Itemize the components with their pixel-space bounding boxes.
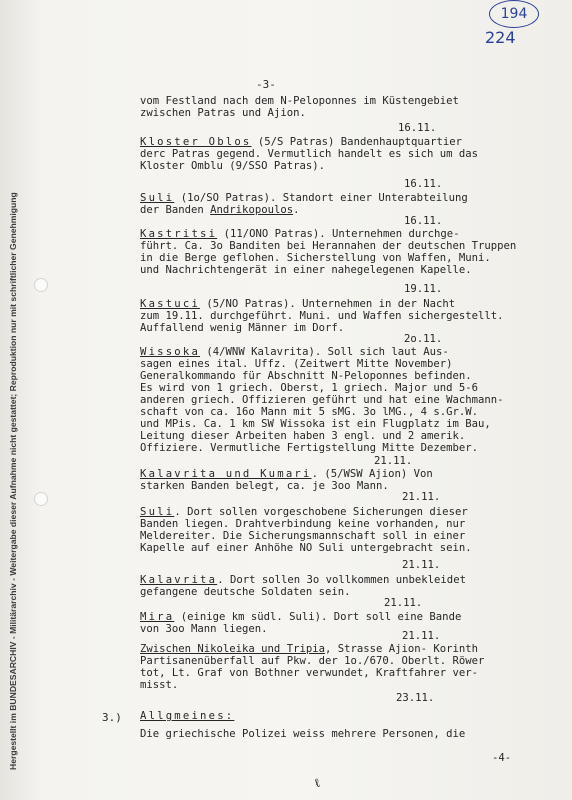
entry-line: Leitung dieser Arbeiten haben 3 engl. und 2 amerik. bbox=[140, 430, 466, 442]
entry-line: Meldereiter. Die Sicherungsmannschaft soll in einer bbox=[140, 530, 466, 542]
entry-date: 16.11. bbox=[404, 178, 443, 190]
entry-line: Kapelle auf einer Anhöhe NO Suli untergebracht sein. bbox=[140, 542, 472, 554]
intro-line: vom Festland nach dem N-Peloponnes im Küstengebiet bbox=[140, 95, 459, 107]
archive-side-stamp: Hergestellt im BUNDESARCHIV - Militärarchiv - Weitergabe dieser Aufnahme nicht gestattet; Reproduktion nur mit schriftlicher Genehmigung bbox=[8, 192, 18, 770]
entry-line: Kloster Omblu (9/SSO Patras). bbox=[140, 160, 325, 172]
entry-line: Generalkommando für Abschnitt N-Peloponnes befinden. bbox=[140, 370, 472, 382]
entry-line: Es wird von 1 griech. Oberst, 1 griech. Major und 5-6 bbox=[140, 382, 479, 394]
place-name: Kalavrita bbox=[140, 574, 218, 586]
entry-line: führt. Ca. 3o Banditen bei Herannahen der deutschen Truppen bbox=[140, 240, 517, 252]
section-line: Die griechische Polizei weiss mehrere Personen, die bbox=[140, 728, 466, 740]
page-header: -3- bbox=[256, 78, 276, 91]
entry-date: 23.11. bbox=[396, 692, 435, 704]
place-name: Kastuci bbox=[140, 298, 201, 310]
entry-text: , Strasse Ajion- Korinth bbox=[324, 643, 479, 655]
entry-date: 21.11. bbox=[402, 491, 441, 503]
entry-line: misst. bbox=[140, 679, 179, 691]
next-page-marker: -4- bbox=[492, 752, 512, 764]
entry-line: schaft von ca. 16o Mann mit 5 sMG. 3o lMG., 4 s.Gr.W. bbox=[140, 406, 479, 418]
entry-date: 21.11. bbox=[402, 559, 441, 571]
place-name: Kloster Oblos bbox=[140, 136, 252, 148]
section-title bbox=[140, 711, 234, 723]
entry-text: . Dort sollen vorgeschobene Sicherungen dieser bbox=[174, 506, 468, 518]
entry-line: Auffallend wenig Männer im Dorf. bbox=[140, 322, 345, 334]
entry-date: 16.11. bbox=[404, 215, 443, 227]
place-name: Kastritsi bbox=[140, 228, 218, 240]
entry-text: (5/S Patras) Bandenhauptquartier bbox=[251, 136, 462, 148]
entry-text: (4/WNW Kalavrita). Soll sich laut Aus- bbox=[200, 346, 449, 358]
entry-line: gefangene deutsche Soldaten sein. bbox=[140, 586, 351, 598]
entry-line: Offiziere. Vermutliche Fertigstellung Mitte Dezember. bbox=[140, 442, 479, 454]
place-name: Suli bbox=[140, 192, 175, 204]
punch-hole bbox=[34, 492, 48, 506]
place-name: Zwischen Nikoleika und Tripia bbox=[140, 643, 325, 655]
place-name: Mira bbox=[140, 611, 175, 623]
place-name: Suli bbox=[140, 506, 175, 518]
entry-line: und Nachrichtengerät in einer nahegelegenen Kapelle. bbox=[140, 264, 472, 276]
entry-text: der Banden bbox=[140, 204, 211, 216]
pen-mark: ℓ bbox=[311, 775, 324, 791]
entry-line: Banden liegen. Drahtverbindung keine vorhanden, nur bbox=[140, 518, 466, 530]
entry-date: 21.11. bbox=[374, 455, 413, 467]
entry-text: . bbox=[293, 204, 300, 216]
entry-line: anderen griech. Offizieren geführt und hat eine Wachmann- bbox=[140, 394, 504, 406]
entry-line: tot, Lt. Graf von Bothner verwundet, Kraftfahrer ver- bbox=[140, 667, 479, 679]
entry-date: 21.11. bbox=[384, 597, 423, 609]
entry-text: (11/ONO Patras). Unternehmen durchge- bbox=[217, 228, 460, 240]
entry-text: (5/NO Patras). Unternehmen in der Nacht bbox=[200, 298, 456, 310]
band-name: Andrikopoulos bbox=[210, 204, 294, 216]
entry-line: derc Patras gegend. Vermutlich handelt es sich um das bbox=[140, 148, 479, 160]
entry-date: 2o.11. bbox=[404, 333, 443, 345]
entry-line: zum 19.11. durchgeführt. Muni. und Waffen sichergestellt. bbox=[140, 310, 504, 322]
section-number: 3.) bbox=[102, 711, 122, 724]
entry-line: in die Berge geflohen. Sicherstellung von Waffen, Muni. bbox=[140, 252, 491, 264]
place-name: Wissoka bbox=[140, 346, 201, 358]
entry-line: von 3oo Mann liegen. bbox=[140, 623, 268, 635]
entry-line: starken Banden belegt, ca. je 3oo Mann. bbox=[140, 480, 389, 492]
intro-line: zwischen Patras und Ajion. bbox=[140, 107, 306, 119]
entry-text: (einige km südl. Suli). Dort soll eine Bande bbox=[174, 611, 462, 623]
entry-line: Partisanenüberfall auf Pkw. der 1o./670. Oberlt. Röwer bbox=[140, 655, 485, 667]
entry-text: . Dort sollen 3o vollkommen unbekleidet bbox=[217, 574, 466, 586]
entry-text: (1o/SO Patras). Standort einer Unterabteilung bbox=[174, 192, 468, 204]
place-name: Kalavrita und Kumari bbox=[140, 468, 312, 480]
entry-date: 21.11. bbox=[402, 630, 441, 642]
section-title-text: Allgmeines: bbox=[140, 710, 235, 722]
entry-date: 16.11. bbox=[398, 122, 437, 134]
entry-line bbox=[140, 205, 299, 217]
entry-line: sagen eines ital. Uffz. (Zeitwert Mitte November) bbox=[140, 358, 453, 370]
archive-number-stamp: 194 bbox=[489, 0, 539, 28]
entry-date: 19.11. bbox=[404, 283, 443, 295]
punch-hole bbox=[34, 278, 48, 292]
page-number-handwritten: 224 bbox=[485, 28, 516, 47]
entry-line: und MPis. Ca. 1 km SW Wissoka ist ein Flugplatz im Bau, bbox=[140, 418, 491, 430]
entry-text: . (5/WSW Ajion) Von bbox=[311, 468, 433, 480]
